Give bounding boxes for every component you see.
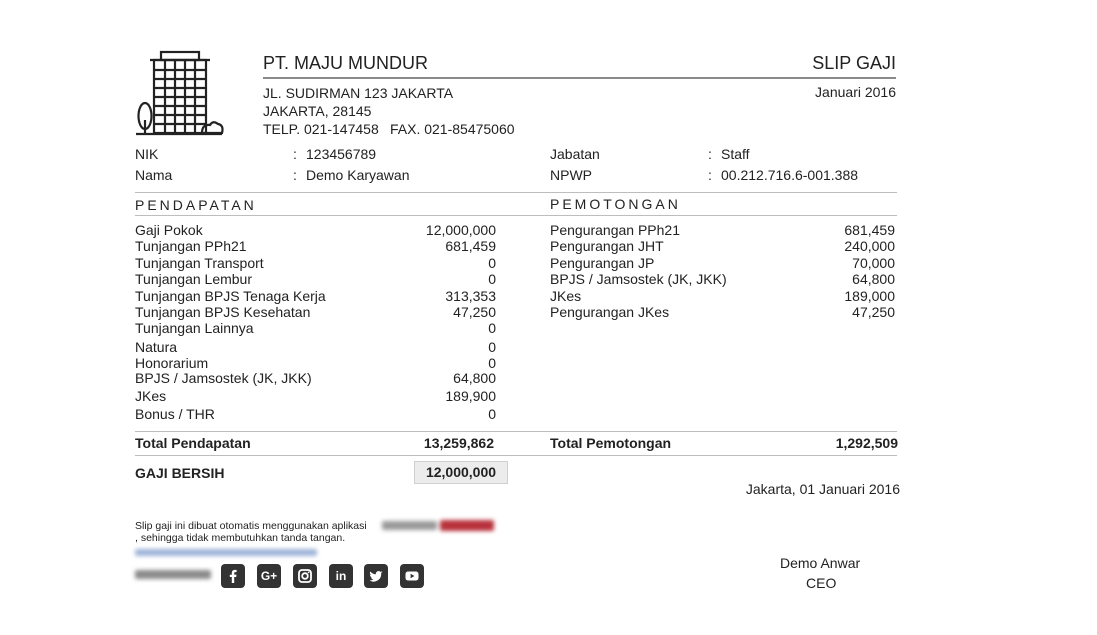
total-earnings-value: 13,259,862	[423, 435, 494, 451]
company-address-line1: JL. SUDIRMAN 123 JAKARTA	[263, 85, 454, 101]
total-deductions-label: Total Pemotongan	[550, 435, 672, 451]
nik-value: 123456789	[306, 146, 377, 162]
earning-value: 0	[488, 271, 496, 288]
earning-value: 313,353	[445, 287, 496, 304]
company-name: PT. MAJU MUNDUR	[263, 53, 428, 73]
deduction-label: JKes	[550, 287, 582, 304]
list-item	[135, 370, 496, 386]
position-label: Jabatan	[550, 146, 600, 162]
deduction-label: Pengurangan JHT	[550, 238, 664, 255]
list-item	[550, 222, 895, 238]
earning-value: 64,800	[453, 370, 496, 387]
list-item	[550, 304, 895, 320]
deduction-value: 47,250	[852, 303, 895, 320]
signatory-name: Demo Anwar	[780, 555, 861, 571]
list-item	[135, 288, 496, 304]
list-item	[550, 288, 895, 304]
list-item	[135, 387, 496, 404]
list-item	[135, 271, 496, 287]
earning-label: Tunjangan Transport	[135, 254, 264, 271]
list-item	[135, 238, 496, 254]
facebook-icon[interactable]	[221, 564, 245, 588]
net-divider	[135, 455, 897, 456]
signatory-role: CEO	[806, 575, 837, 591]
list-item	[550, 255, 895, 271]
app-logo-blurred	[382, 518, 494, 532]
deduction-label: Pengurangan JKes	[550, 303, 670, 320]
name-separator: :	[293, 167, 297, 183]
slip-period: Januari 2016	[815, 84, 896, 100]
app-name-blurred	[135, 570, 211, 579]
net-salary-label: GAJI BERSIH	[135, 465, 225, 481]
earning-label: Tunjangan Lembur	[135, 271, 253, 288]
earning-label: BPJS / Jamsostek (JK, JKK)	[135, 370, 312, 387]
earning-label: JKes	[135, 387, 167, 404]
section-title-divider	[135, 215, 897, 216]
deductions-list	[550, 222, 895, 320]
google-plus-icon[interactable]: G+	[257, 564, 281, 588]
company-fax: FAX. 021-85475060	[390, 121, 515, 137]
earning-label: Natura	[135, 338, 178, 355]
npwp-value: 00.212.716.6-001.388	[721, 167, 859, 183]
nik-label: NIK	[135, 146, 159, 162]
npwp-label: NPWP	[550, 167, 592, 183]
earning-label: Gaji Pokok	[135, 222, 203, 238]
list-item	[135, 337, 496, 354]
earning-value: 0	[488, 338, 496, 355]
list-item	[135, 404, 496, 420]
signature-place-date: Jakarta, 01 Januari 2016	[745, 481, 900, 497]
earning-label: Honorarium	[135, 354, 209, 371]
earnings-title: PENDAPATAN	[135, 197, 257, 213]
earning-label: Bonus / THR	[135, 405, 215, 422]
deduction-label: Pengurangan JP	[550, 254, 655, 271]
company-logo	[134, 50, 224, 136]
list-item	[135, 255, 496, 271]
deduction-value: 64,800	[852, 271, 895, 288]
list-item	[135, 320, 496, 336]
company-phone: TELP. 021-147458	[263, 121, 379, 137]
earning-label: Tunjangan BPJS Tenaga Kerja	[135, 287, 326, 304]
earning-value: 0	[488, 354, 496, 371]
position-value: Staff	[721, 146, 750, 162]
earning-label: Tunjangan Lainnya	[135, 320, 254, 337]
earning-value: 12,000,000	[425, 222, 496, 238]
net-salary-value: 12,000,000	[414, 461, 508, 484]
earning-value: 189,900	[445, 387, 496, 404]
position-separator: :	[708, 146, 712, 162]
app-link-blurred[interactable]	[135, 549, 317, 556]
total-earnings-label: Total Pendapatan	[135, 435, 251, 451]
footer-note-line1: Slip gaji ini dibuat otomatis menggunakan aplikasi	[135, 520, 367, 532]
earning-value: 0	[488, 405, 496, 422]
youtube-icon[interactable]	[400, 564, 424, 588]
total-deductions-value: 1,292,509	[835, 435, 898, 451]
employee-divider	[135, 192, 897, 193]
list-item	[135, 222, 496, 238]
instagram-icon[interactable]	[293, 564, 317, 588]
totals-divider	[135, 431, 897, 432]
deductions-title: PEMOTONGAN	[550, 196, 681, 212]
earning-label: Tunjangan PPh21	[135, 238, 247, 255]
list-item	[135, 304, 496, 320]
earning-label: Tunjangan BPJS Kesehatan	[135, 303, 311, 320]
name-label: Nama	[135, 167, 173, 183]
header-divider	[263, 77, 896, 79]
earning-value: 681,459	[445, 238, 496, 255]
building-icon	[134, 50, 224, 136]
deduction-value: 70,000	[852, 254, 895, 271]
earning-value: 47,250	[453, 303, 496, 320]
deduction-value: 681,459	[844, 222, 895, 238]
list-item	[550, 238, 895, 254]
footer-note-line2: , sehingga tidak membutuhkan tanda tangan.	[135, 532, 346, 544]
earnings-list	[135, 222, 496, 420]
deduction-value: 189,000	[844, 287, 895, 304]
deduction-value: 240,000	[844, 238, 895, 255]
list-item	[135, 354, 496, 370]
slip-title: SLIP GAJI	[812, 53, 896, 73]
twitter-icon[interactable]	[364, 564, 388, 588]
list-item	[550, 271, 895, 287]
company-address-line2: JAKARTA, 28145	[263, 103, 372, 119]
linkedin-icon[interactable]: in	[329, 564, 353, 588]
nik-separator: :	[293, 146, 297, 162]
earning-value: 0	[488, 320, 496, 337]
npwp-separator: :	[708, 167, 712, 183]
earning-value: 0	[488, 254, 496, 271]
deduction-label: BPJS / Jamsostek (JK, JKK)	[550, 271, 727, 288]
name-value: Demo Karyawan	[306, 167, 410, 183]
deduction-label: Pengurangan PPh21	[550, 222, 680, 238]
